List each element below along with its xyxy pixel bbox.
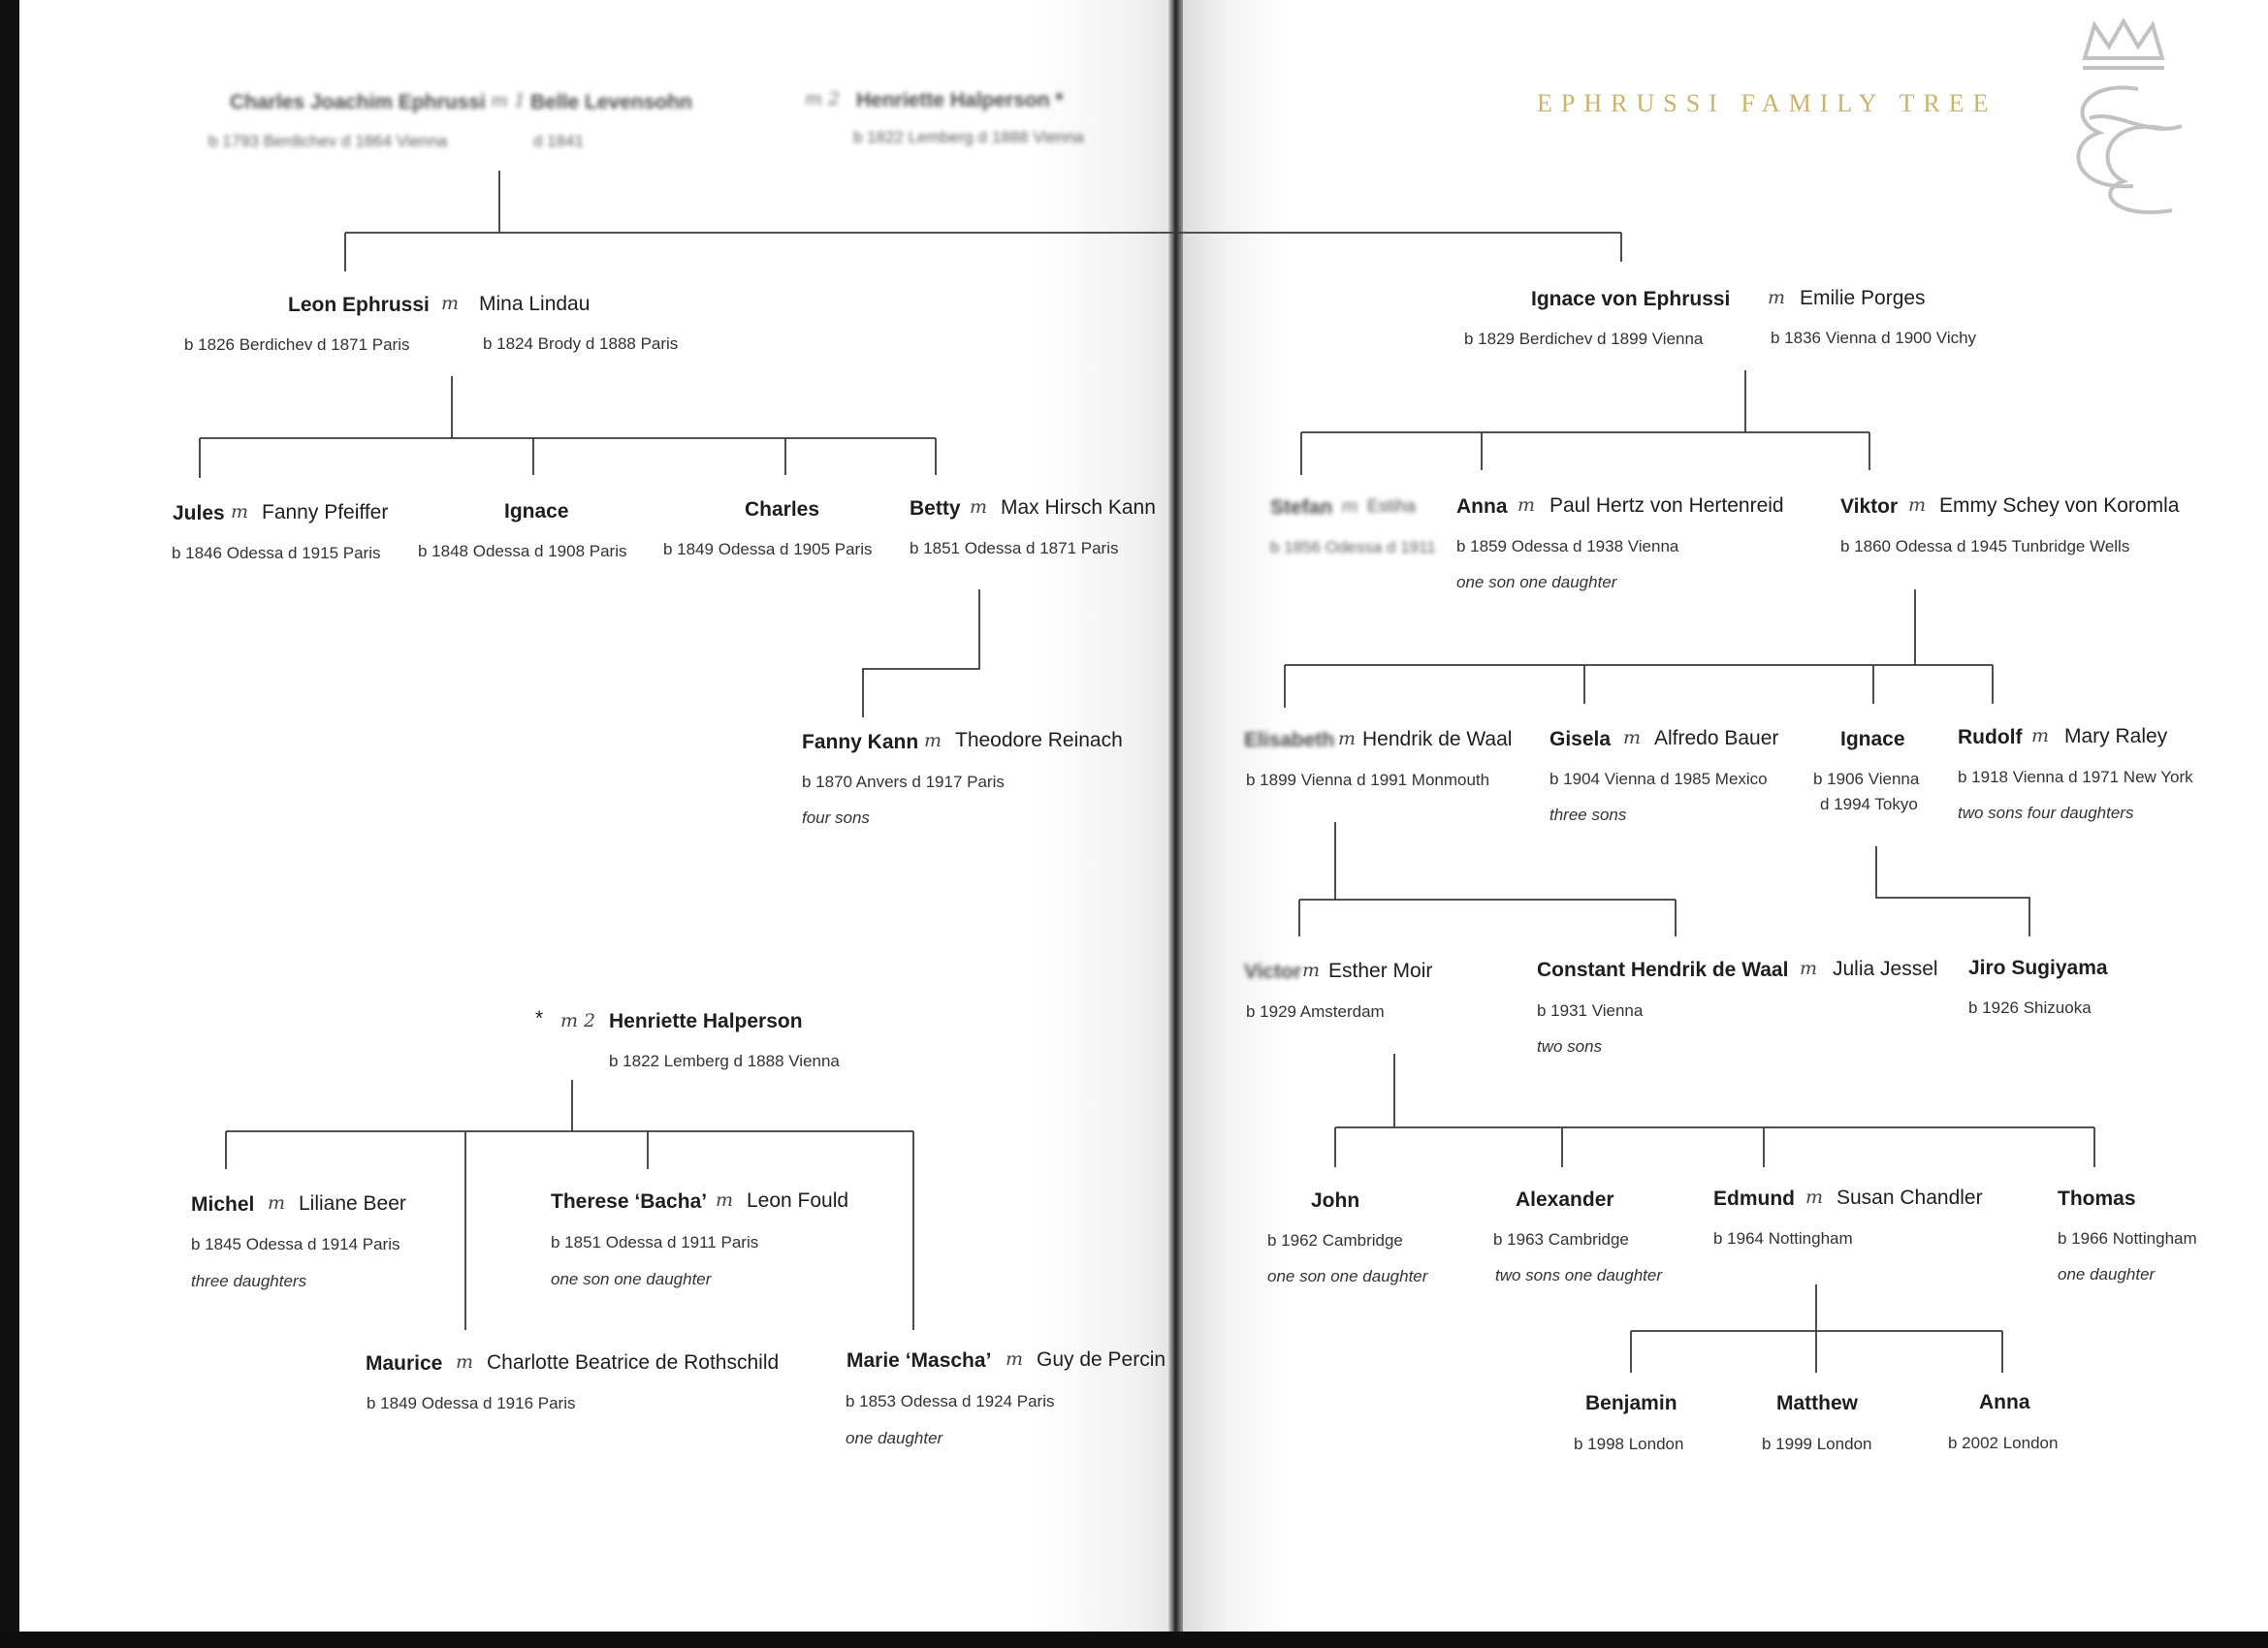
belle-levensohn-name: Belle Levensohn: [530, 91, 692, 113]
alexander-name: Alexander: [1516, 1188, 1614, 1211]
mina-lindau-name: Mina Lindau: [479, 293, 591, 315]
susan-chandler-name: Susan Chandler: [1837, 1187, 1983, 1209]
michel-name: Michel: [191, 1193, 255, 1216]
elisabeth-name: Elisabeth: [1244, 729, 1335, 751]
betty-name: Betty: [910, 497, 961, 520]
fanny-pfeiffer-name: Fanny Pfeiffer: [262, 501, 389, 523]
stefan-name: Stefan: [1270, 496, 1333, 519]
liliane-beer-name: Liliane Beer: [299, 1192, 406, 1215]
rudolf-issue: two sons four daughters: [1958, 804, 2134, 822]
anna-name: Anna: [1456, 495, 1508, 518]
marriage-marker: m: [456, 1351, 474, 1373]
anna-dates: b 1859 Odessa d 1938 Vienna: [1456, 537, 1679, 555]
alexander-issue: two sons one daughter: [1495, 1266, 1663, 1284]
thomas-dates: b 1966 Nottingham: [2058, 1229, 2197, 1248]
leon-ephrussi-dates: b 1826 Berdichev d 1871 Paris: [184, 335, 410, 354]
marriage-marker: m: [1800, 958, 1818, 979]
max-hirsch-kann-name: Max Hirsch Kann: [1001, 496, 1156, 519]
fanny-kann-name: Fanny Kann: [802, 731, 919, 753]
edmund-name: Edmund: [1713, 1188, 1795, 1210]
jiro-sugiyama-dates: b 1926 Shizuoka: [1968, 998, 2092, 1017]
marriage-marker: m: [924, 730, 942, 751]
charles-joachim-dates: b 1793 Berdichev d 1864 Vienna: [208, 132, 448, 150]
charles-joachim-name: Charles Joachim Ephrussi: [230, 91, 486, 113]
thomas-name: Thomas: [2058, 1188, 2136, 1210]
michel-dates: b 1845 Odessa d 1914 Paris: [191, 1235, 400, 1253]
viktor-dates: b 1860 Odessa d 1945 Tunbridge Wells: [1840, 537, 2130, 555]
ignace-birth: b 1906 Vienna: [1813, 770, 1920, 788]
henriette-halperson-dates: b 1822 Lemberg d 1888 Vienna: [853, 128, 1084, 146]
matthew-name: Matthew: [1776, 1392, 1858, 1414]
ignace-death: d 1994 Tokyo: [1820, 795, 1918, 813]
charles-name: Charles: [745, 498, 820, 521]
marriage-marker: m: [1517, 494, 1536, 516]
marriage-marker: m: [1341, 495, 1359, 517]
marie-mascha-name: Marie ‘Mascha’: [847, 1349, 992, 1372]
fanny-kann-dates: b 1870 Anvers d 1917 Paris: [802, 773, 1005, 791]
marriage-marker: m: [1302, 960, 1321, 981]
victor-name: Victor: [1244, 961, 1302, 983]
jules-dates: b 1846 Odessa d 1915 Paris: [172, 544, 381, 562]
paul-hertz-von-hertenreid-name: Paul Hertz von Hertenreid: [1549, 494, 1784, 517]
marriage-marker: m: [441, 293, 460, 314]
marriage-marker: m: [268, 1192, 286, 1214]
anna-issue: one son one daughter: [1456, 573, 1617, 591]
constant-hendrik-de-waal-name: Constant Hendrik de Waal: [1537, 959, 1789, 981]
alfredo-bauer-name: Alfredo Bauer: [1654, 727, 1779, 749]
fanny-kann-issue: four sons: [802, 808, 870, 827]
constant-dates: b 1931 Vienna: [1537, 1001, 1644, 1020]
alexander-dates: b 1963 Cambridge: [1493, 1230, 1629, 1249]
marriage-marker: m: [1623, 727, 1642, 748]
charles-dates: b 1849 Odessa d 1905 Paris: [663, 540, 873, 558]
thomas-issue: one daughter: [2058, 1265, 2156, 1284]
marriage-marker: m: [2031, 725, 2050, 746]
marriage-marker: m: [970, 496, 988, 518]
henriette-halperson-name: Henriette Halperson: [609, 1010, 803, 1032]
mina-lindau-dates: b 1824 Brody d 1888 Paris: [483, 334, 679, 353]
marriage-marker: m 2: [560, 1010, 596, 1031]
estiha-name: Estiha: [1367, 496, 1417, 516]
victor-dates: b 1929 Amsterdam: [1246, 1002, 1385, 1021]
maurice-name: Maurice: [366, 1352, 443, 1375]
anna-dates: b 2002 London: [1948, 1434, 2059, 1452]
marriage-marker: m: [716, 1189, 734, 1211]
esther-moir-name: Esther Moir: [1328, 960, 1433, 982]
marriage-marker: m: [1338, 728, 1357, 749]
leon-fould-name: Leon Fould: [747, 1189, 849, 1212]
ignace-dates: b 1848 Odessa d 1908 Paris: [418, 542, 627, 560]
page-title: EPHRUSSI FAMILY TREE: [1537, 89, 1997, 117]
asterisk-marker: *: [535, 1007, 544, 1030]
emilie-porges-name: Emilie Porges: [1800, 287, 1926, 309]
john-issue: one son one daughter: [1267, 1267, 1428, 1285]
emilie-porges-dates: b 1836 Vienna d 1900 Vichy: [1771, 329, 1977, 347]
therese-bacha-name: Therese ‘Bacha’: [551, 1190, 708, 1213]
therese-bacha-issue: one son one daughter: [551, 1270, 712, 1288]
rudolf-name: Rudolf: [1958, 726, 2023, 748]
marriage-marker: m: [1908, 494, 1927, 516]
guy-de-percin-name: Guy de Percin: [1037, 1348, 1166, 1371]
john-dates: b 1962 Cambridge: [1267, 1231, 1403, 1250]
viktor-name: Viktor: [1840, 495, 1899, 518]
charlotte-beatrice-de-rothschild-name: Charlotte Beatrice de Rothschild: [487, 1351, 780, 1374]
ignace-name: Ignace: [1840, 728, 1905, 750]
benjamin-name: Benjamin: [1585, 1392, 1677, 1414]
ignace-name: Ignace: [504, 500, 569, 523]
marriage-marker: m: [1006, 1348, 1024, 1370]
marie-mascha-issue: one daughter: [846, 1429, 943, 1447]
edmund-dates: b 1964 Nottingham: [1713, 1229, 1853, 1248]
michel-issue: three daughters: [191, 1272, 307, 1290]
henriette-halperson-dates: b 1822 Lemberg d 1888 Vienna: [609, 1052, 840, 1070]
stefan-dates: b 1856 Odessa d 1911: [1270, 538, 1436, 556]
jiro-sugiyama-name: Jiro Sugiyama: [1968, 957, 2108, 979]
hendrik-de-waal-name: Hendrik de Waal: [1362, 728, 1513, 750]
marriage-marker: m 2: [805, 88, 841, 110]
therese-bacha-dates: b 1851 Odessa d 1911 Paris: [551, 1233, 759, 1252]
anna-name: Anna: [1979, 1391, 2030, 1413]
marriage-marker: m 1: [491, 90, 527, 111]
marie-mascha-dates: b 1853 Odessa d 1924 Paris: [846, 1392, 1055, 1410]
betty-dates: b 1851 Odessa d 1871 Paris: [910, 539, 1119, 557]
julia-jessel-name: Julia Jessel: [1833, 958, 1938, 980]
john-name: John: [1311, 1189, 1360, 1212]
gisela-issue: three sons: [1549, 806, 1627, 824]
mary-raley-name: Mary Raley: [2064, 725, 2168, 747]
belle-levensohn-dates: d 1841: [533, 132, 584, 150]
leon-ephrussi-name: Leon Ephrussi: [288, 294, 430, 316]
gisela-dates: b 1904 Vienna d 1985 Mexico: [1549, 770, 1768, 788]
emmy-schey-von-koromla-name: Emmy Schey von Koromla: [1939, 494, 2180, 517]
theodore-reinach-name: Theodore Reinach: [955, 729, 1123, 751]
rudolf-dates: b 1918 Vienna d 1971 New York: [1958, 768, 2193, 786]
benjamin-dates: b 1998 London: [1574, 1435, 1684, 1453]
constant-issue: two sons: [1537, 1037, 1603, 1056]
elisabeth-dates: b 1899 Vienna d 1991 Monmouth: [1246, 771, 1490, 789]
marriage-marker: m: [231, 501, 249, 523]
jules-name: Jules: [173, 502, 225, 524]
henriette-halperson-name: Henriette Halperson *: [856, 89, 1064, 111]
ignace-von-ephrussi-dates: b 1829 Berdichev d 1899 Vienna: [1464, 330, 1704, 348]
ignace-von-ephrussi-name: Ignace von Ephrussi: [1531, 288, 1731, 310]
crowned-ee-monogram-icon: [2046, 12, 2201, 225]
marriage-marker: m: [1768, 287, 1786, 308]
maurice-dates: b 1849 Odessa d 1916 Paris: [367, 1394, 576, 1412]
matthew-dates: b 1999 London: [1762, 1435, 1872, 1453]
gisela-name: Gisela: [1549, 728, 1612, 750]
marriage-marker: m: [1805, 1187, 1824, 1208]
